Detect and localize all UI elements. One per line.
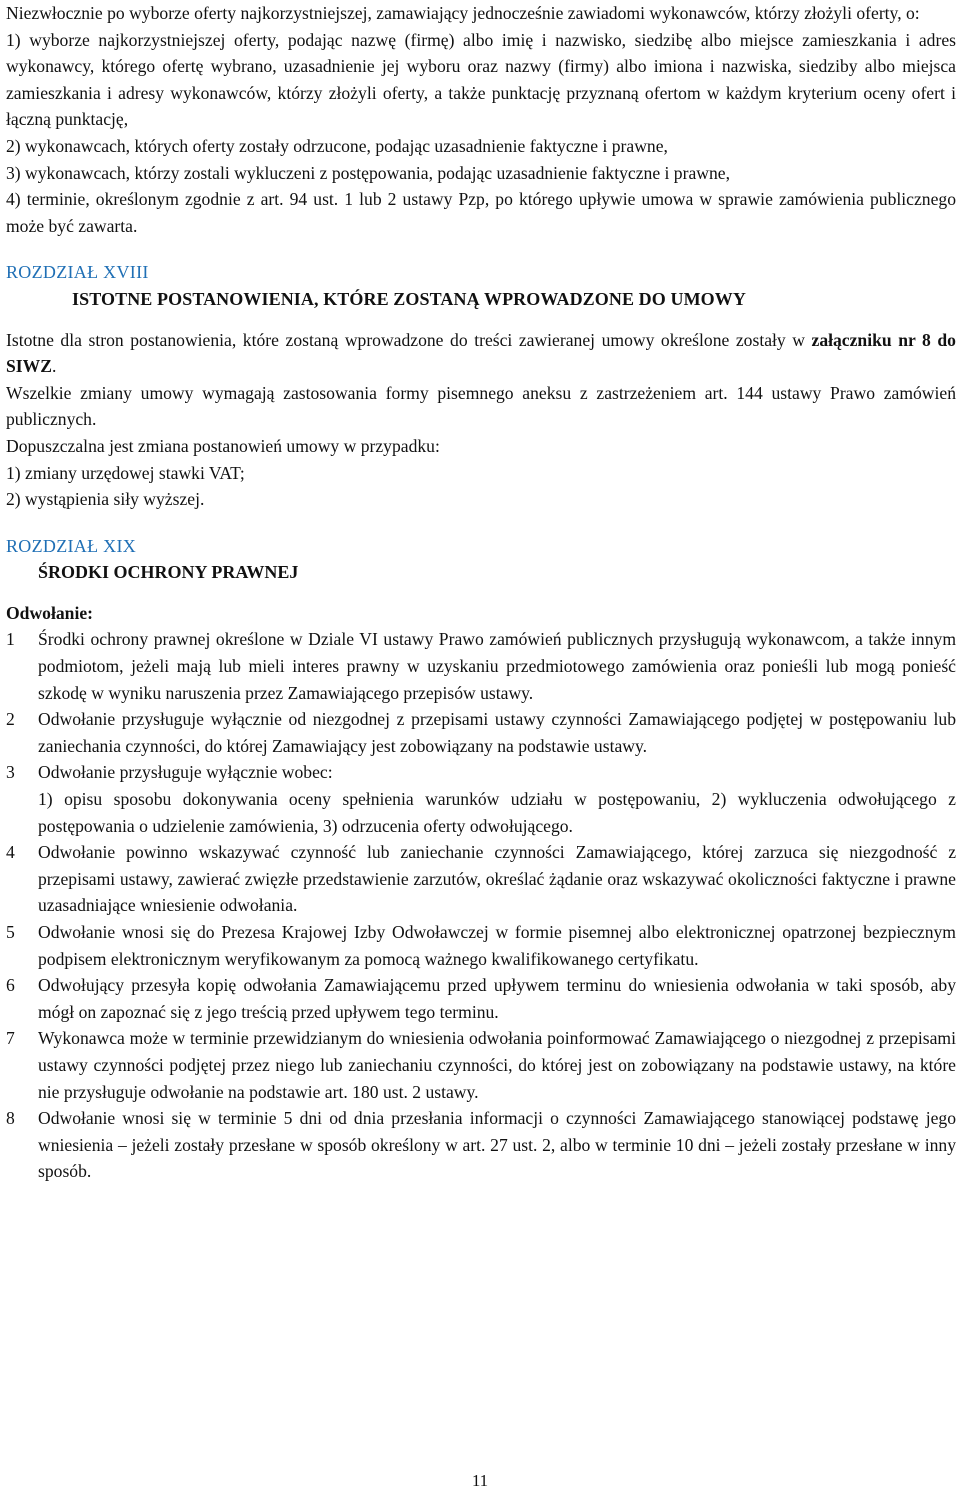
paragraph-end: . (51, 356, 57, 377)
appeal-item-1 (6, 626, 956, 706)
chapter-18-heading: ROZDZIAŁ XVIII (6, 262, 149, 283)
sublist-item: 1) opisu sposobu dokonywania oceny spełnienia warunków udziału w postępowaniu, (38, 789, 701, 810)
item-text: Odwołanie powinno wskazywać czynność lub zaniechanie czynności Zamawiającego, której zarzuca się niezgodność z przepisami ustawy, zawierać zwięzłe przedstawienie zarzutów, określać żądanie oraz wskazywać okoliczności faktyczne i prawne uzasadniające wniesienie odwołania. (38, 842, 956, 916)
attachment-reference: załączniku nr 8 do SIWZ (6, 329, 956, 377)
paragraph-text: Istotne dla stron postanowienia, które zostaną wprowadzone do treści zawieranej umowy określone zostały w (6, 329, 812, 350)
chapter-18-paragraph-4: 1) zmiany urzędowej stawki VAT; (6, 462, 245, 483)
item-number: 7 (6, 1028, 15, 1049)
sublist-item: 3) odrzucenia oferty odwołującego. (322, 815, 573, 836)
item-text: Odwołanie wnosi się do Prezesa Krajowej Izby Odwoławczej w formie pisemnej albo elektronicznej opatrzonej bezpiecznym podpisem elektronicznym weryfikowanym za pomocą ważnego kwalifikowanego certyfikatu. (38, 922, 956, 969)
item-number: 1 (6, 629, 15, 650)
chapter-18-paragraph-5: 2) wystąpienia siły wyższej. (6, 489, 205, 510)
item-number: 5 (6, 922, 15, 942)
appeal-item-7 (6, 1025, 956, 1105)
appeal-subheading: Odwołanie: (6, 602, 93, 623)
appeal-item-8 (6, 1105, 956, 1185)
item-number: 4 (6, 842, 15, 863)
item-number: 8 (6, 1108, 15, 1129)
appeal-item-2 (6, 706, 956, 759)
item-text: Odwołanie przysługuje wyłącznie od niezgodnej z przepisami ustawy czynności Zamawiającego podjętej w postępowaniu lub zaniechania czynności, do której Zamawiający jest zobowiązany na podstawie ustawy. (38, 709, 956, 756)
item-text: Środki ochrony prawnej określone w Dziale VI ustawy Prawo zamówień publicznych przysługują wykonawcom, a także innym podmiotom, jeżeli mają lub mieli interes prawny w uzyskaniu przedmiotowego zamówienia oraz ponieśli lub mogą ponieść szkodę w wyniku naruszenia przez Zamawiającego przepisów ustawy. (38, 629, 956, 703)
chapter-19-heading: ROZDZIAŁ XIX (6, 535, 137, 556)
appeal-item-6 (6, 972, 956, 1025)
intro-item-2: 2) wykonawcach, których oferty zostały odrzucone, podając uzasadnienie faktyczne i prawne, (6, 135, 668, 156)
item-number: 3 (6, 762, 15, 783)
item-text: Odwołujący przesyła kopię odwołania Zamawiającemu przed upływem terminu do wniesienia odwołania w taki sposób, aby mógł on zapoznać się z jego treścią przed upływem tego terminu. (38, 975, 956, 1022)
appeal-item-4 (6, 839, 956, 919)
item-text: Odwołanie wnosi się w terminie 5 dni od dnia przesłania informacji o czynności Zamawiającego stanowiącej podstawę jego wniesienia – jeżeli zostały przesłane w sposób określony w art. 27 ust. 2, albo w terminie 10 dni – jeżeli zostały przesłane w inny sposób. (38, 1108, 956, 1182)
item-number: 2 (6, 709, 15, 730)
chapter-19-title: ŚRODKI OCHRONY PRAWNEJ (38, 562, 299, 583)
item-number: 6 (6, 975, 15, 996)
sublist-item: 2) wykluczenia odwołującego z postępowania o udzielenie zamówienia, (38, 789, 956, 836)
page-number: 11 (471, 1471, 489, 1490)
appeal-item-5 (6, 919, 956, 972)
appeal-item-3 (6, 759, 956, 839)
chapter-18-paragraph-1 (6, 327, 956, 380)
item-3-sublist (38, 786, 956, 839)
item-text: Odwołanie przysługuje wyłącznie wobec: (38, 762, 333, 783)
chapter-18-paragraph-2: Wszelkie zmiany umowy wymagają zastosowania formy pisemnego aneksu z zastrzeżeniem art. 144 ustawy Prawo zamówień publicznych. (6, 382, 956, 430)
chapter-18-paragraph-3: Dopuszczalna jest zmiana postanowień umowy w przypadku: (6, 435, 440, 456)
item-text: Wykonawca może w terminie przewidzianym do wniesienia odwołania poinformować Zamawiającego o niezgodnej z przepisami ustawy czynności podjętej przez niego lub zaniechaniu czynności, do której jest on zobowiązany na podstawie ustawy, na które nie przysługuje odwołanie na podstawie art. 180 ust. 2 ustawy. (38, 1028, 956, 1102)
intro-item-4: 4) terminie, określonym zgodnie z art. 94 ust. 1 lub 2 ustawy Pzp, po którego upływie umowa w sprawie zamówienia publicznego może być zawarta. (6, 189, 956, 236)
chapter-18-title: ISTOTNE POSTANOWIENIA, KTÓRE ZOSTANĄ WPROWADZONE DO UMOWY (72, 288, 746, 309)
intro-item-1: 1) wyborze najkorzystniejszej oferty, podając nazwę (firmę) albo imię i nazwisko, siedzibę albo miejsce zamieszkania i adres wykonawcy, którego ofertę wybrano, uzasadnienie jej wyboru oraz nazwy (firmy) albo imiona i nazwiska, siedziby albo miejsca zamieszkania i adresy wykonawców, którzy złożyli oferty, a także punktację przyznaną ofertom w każdym kryterium oceny ofert i łączną punktację, (6, 29, 956, 130)
intro-lead: Niezwłocznie po wyborze oferty najkorzystniejszej, zamawiający jednocześnie zawiadomi wykonawców, którzy złożyli oferty, o: (6, 3, 920, 23)
intro-item-3: 3) wykonawcach, którzy zostali wykluczeni z postępowania, podając uzasadnienie faktyczne i prawne, (6, 162, 730, 183)
